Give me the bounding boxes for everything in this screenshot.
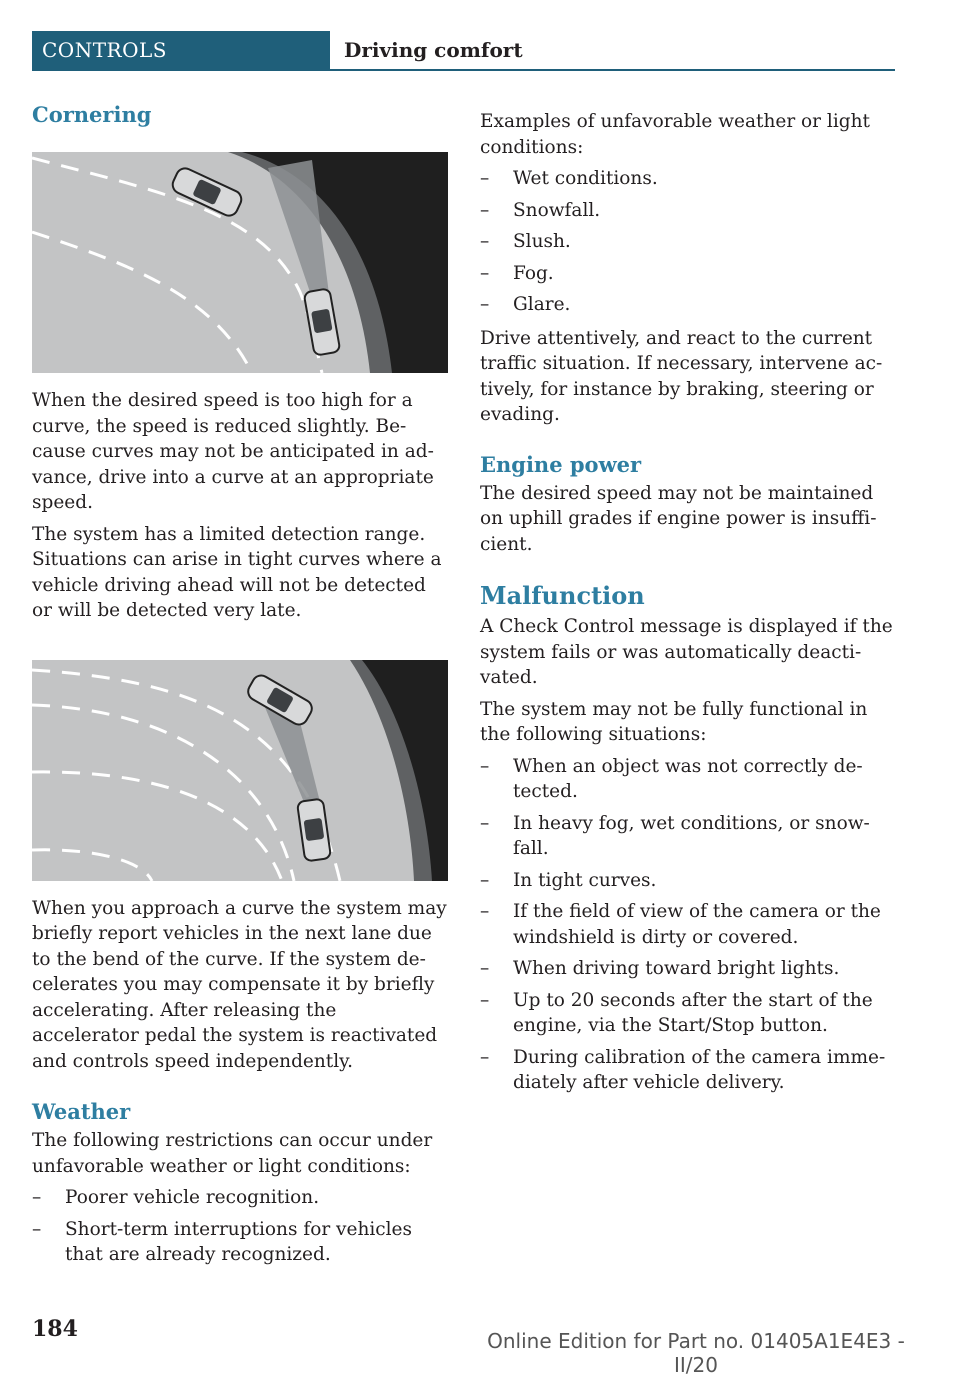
malfunction-paragraph-2: The system may not be fully functional in the following situations: (480, 698, 868, 745)
bullet-dash: – (480, 901, 490, 922)
list-item: – If the field of view of the camera or the windshield is dirty or covered. (480, 901, 881, 948)
header-rule (330, 69, 895, 71)
bullet-dash: – (480, 1046, 490, 1068)
list-item: – Slush. (480, 229, 895, 255)
topic-title: Driving comfort (344, 38, 523, 62)
cornering-paragraph-2: The system has a limited detection range. Situations can arise in tight curves where a vehicle driving ahead will not be detected or will be detected very late. (32, 523, 442, 621)
engine-power-paragraph: The desired speed may not be maintained on uphill grades if engine power is insuffi‐cient. (480, 482, 877, 555)
malfunction-heading: Malfunction (480, 581, 645, 610)
list-item: – Short-term interruptions for vehicles that are already recognized. (32, 1218, 413, 1265)
bullet-dash: – (480, 294, 490, 315)
list-item: – When driving toward bright lights. (480, 956, 895, 982)
list-item: – When an object was not correctly de‐tected. (480, 755, 863, 802)
weather-intro: The following restrictions can occur under unfavorable weather or light conditions: (32, 1130, 433, 1177)
malfunction-paragraph-1: A Check Control message is displayed if the system fails or was automatically deacti‐vated. (480, 616, 893, 688)
left-column (32, 100, 448, 1268)
list-item: – Glare. (480, 292, 895, 318)
list-item: – During calibration of the camera imme‐diately after vehicle delivery. (480, 1046, 886, 1093)
bullet-dash: – (32, 1187, 42, 1208)
examples-list (480, 166, 895, 318)
bullet-dash: – (480, 989, 490, 1011)
list-item: – Poorer vehicle recognition. (32, 1185, 448, 1211)
examples-intro: Examples of unfavorable weather or light conditions: (480, 111, 870, 158)
list-item: – Fog. (480, 261, 895, 287)
curve-paragraph: When you approach a curve the system may briefly report vehicles in the next lane due to the bend of the curve. If the system de‐celerates you may compensate it by briefly accelerating. After releasing the accelerator pedal the system is reactivated and controls speed independently. (32, 897, 447, 1072)
bullet-dash: – (480, 168, 490, 189)
engine-power-heading: Engine power (480, 451, 642, 477)
cornering-heading: Cornering (32, 102, 152, 127)
right-column (480, 100, 895, 1096)
curve-lane-illustration (32, 660, 448, 881)
bullet-dash: – (480, 755, 490, 777)
bullet-dash: – (480, 262, 490, 284)
bullet-dash: – (480, 958, 490, 979)
list-item: – Wet conditions. (480, 166, 895, 192)
page-header (32, 31, 895, 71)
list-item: – Snowfall. (480, 198, 895, 224)
drive-paragraph: Drive attentively, and react to the current traffic situation. If necessary, intervene ac‐tively, for instance by braking, steering or evading. (480, 327, 883, 425)
cornering-illustration (32, 152, 448, 373)
list-item: – In tight curves. (480, 868, 895, 894)
malfunction-list (480, 754, 895, 1096)
section-title: CONTROLS (42, 38, 167, 62)
bullet-dash: – (480, 812, 490, 834)
weather-heading: Weather (32, 1099, 131, 1124)
page-number: 184 (32, 1316, 78, 1342)
cornering-paragraph-1: When the desired speed is too high for a curve, the speed is reduced slightly. Be‐cause curves may not be anticipated in ad‐vance, drive into a curve at an appropriate speed. (32, 390, 434, 513)
footer-edition: Online Edition for Part no. 01405A1E4E3 - II/20 (487, 1329, 905, 1377)
bullet-dash: – (480, 199, 490, 221)
list-item: – In heavy fog, wet conditions, or snow‐fall. (480, 812, 870, 859)
bullet-dash: – (480, 869, 490, 891)
section-tab (32, 31, 330, 71)
bullet-dash: – (480, 231, 490, 252)
bullet-dash: – (32, 1218, 42, 1240)
weather-list (32, 1185, 448, 1268)
list-item: – Up to 20 seconds after the start of the engine, via the Start/Stop button. (480, 989, 873, 1036)
